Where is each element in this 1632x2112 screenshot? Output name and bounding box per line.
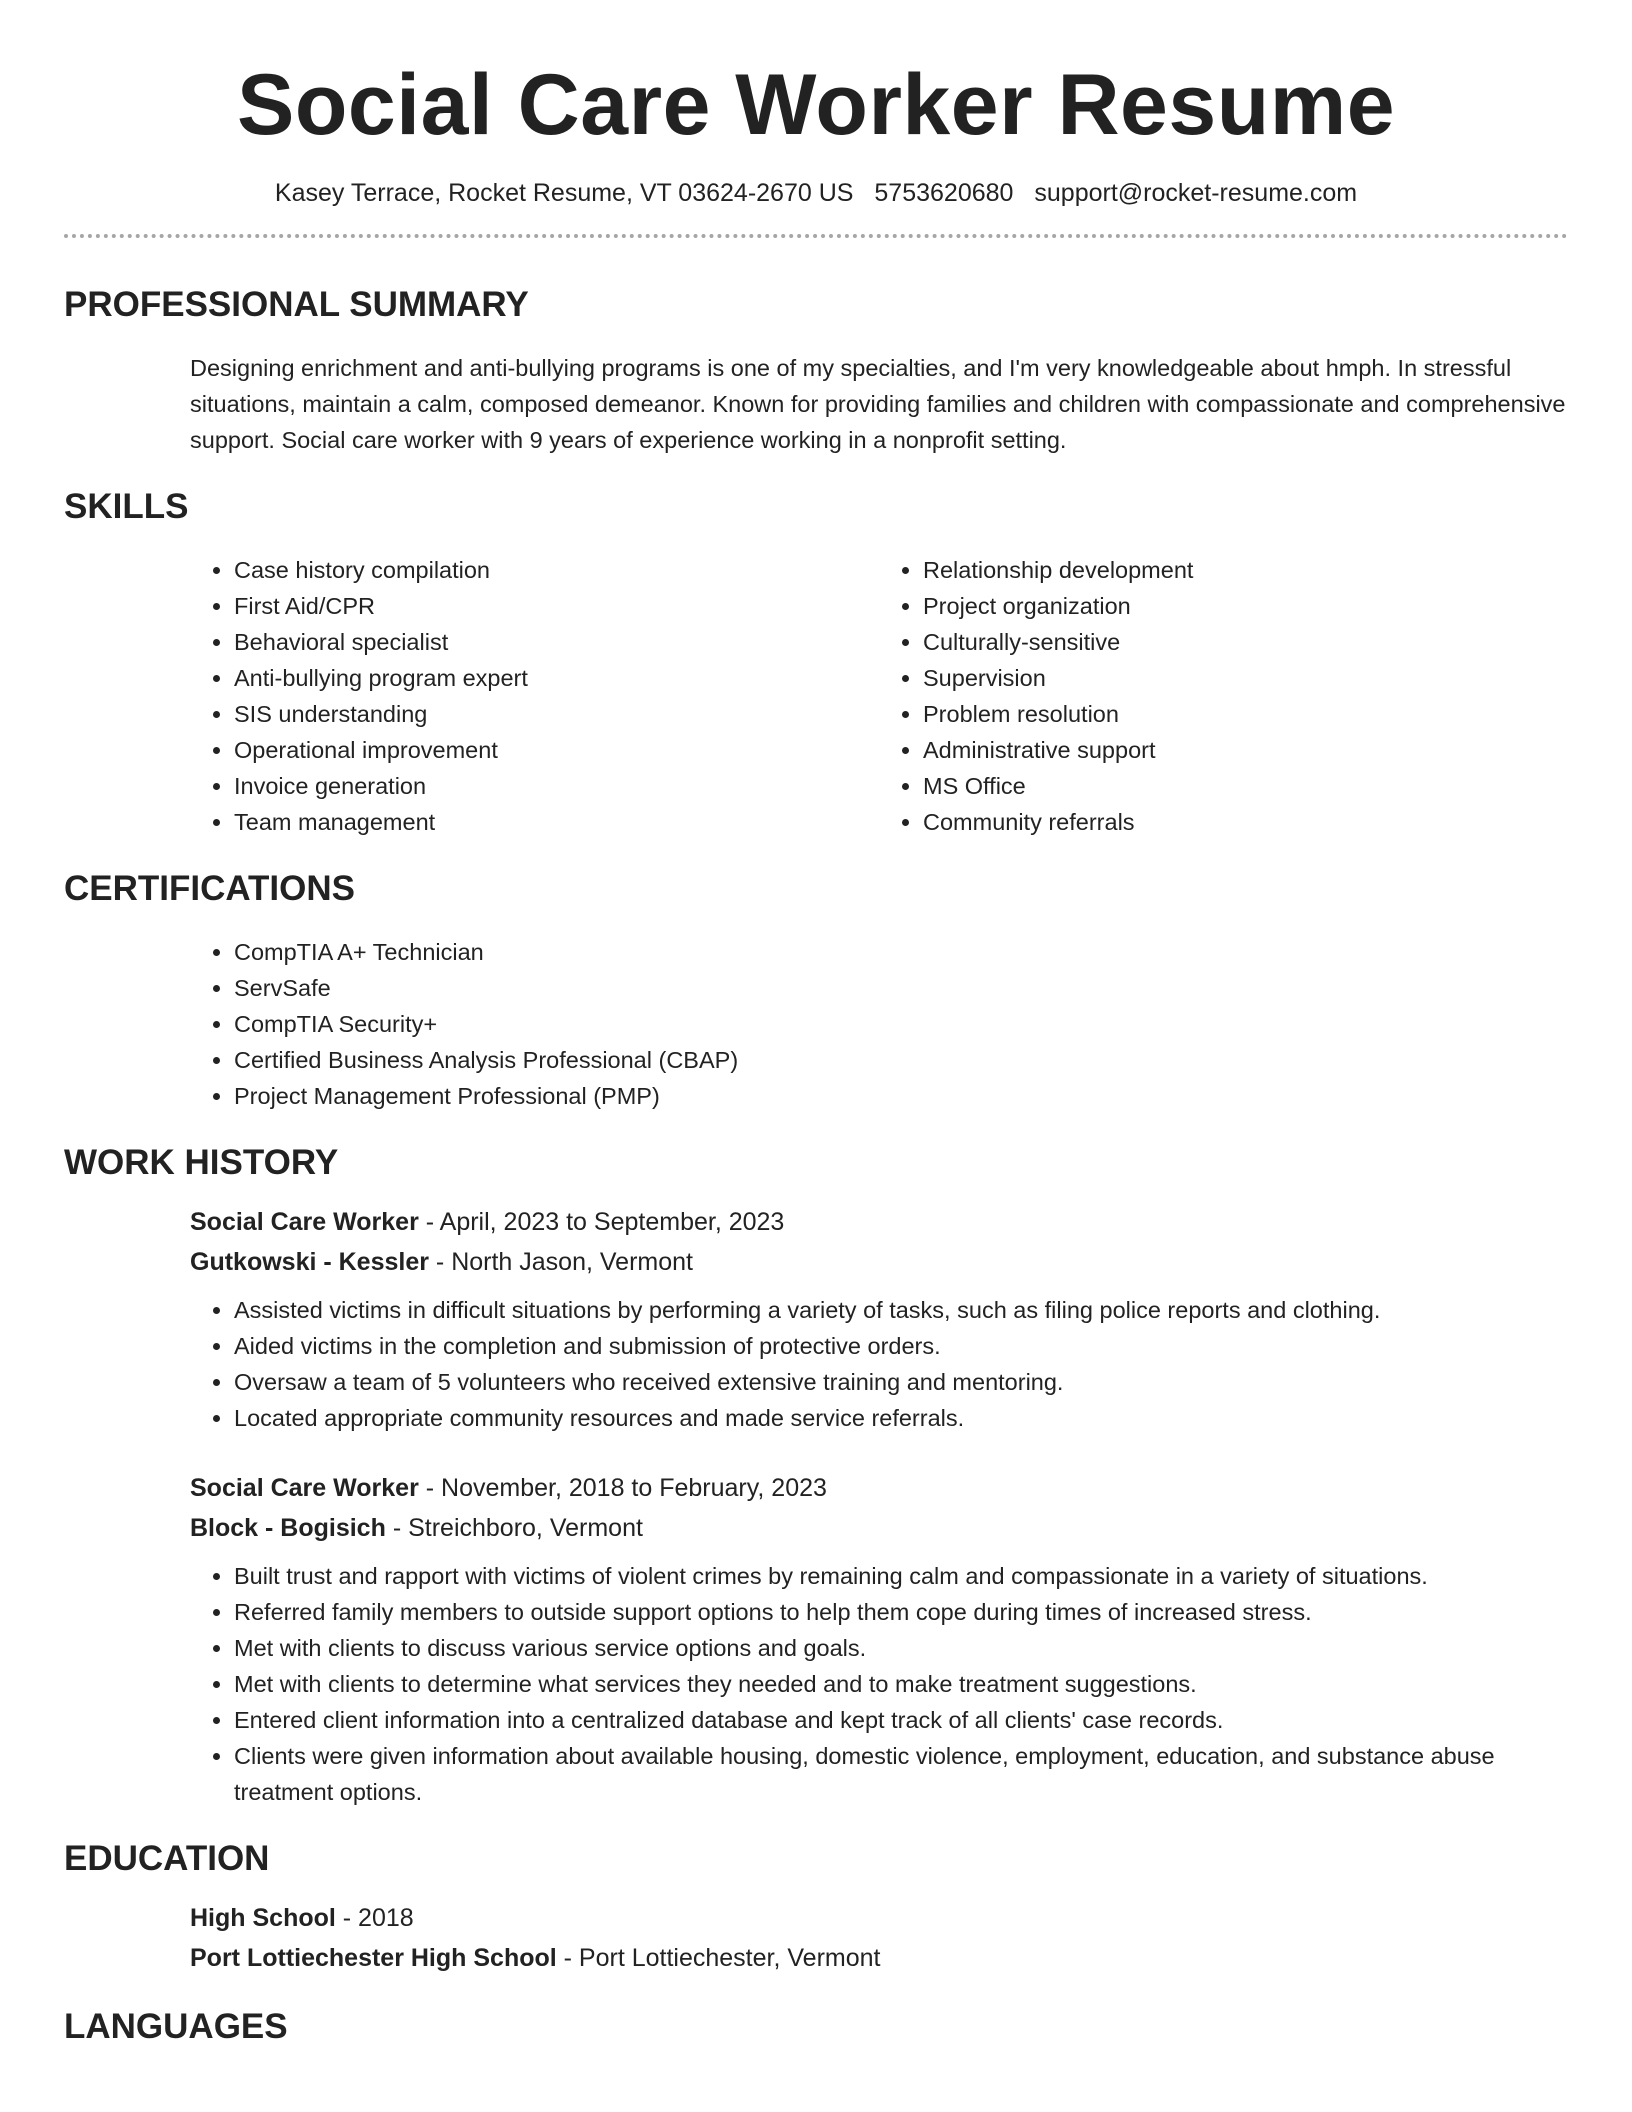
school-name: Port Lottiechester High School (190, 1943, 557, 1972)
page-title: Social Care Worker Resume (236, 57, 1396, 153)
job-entry (190, 1468, 1568, 1810)
education-section (64, 1838, 1568, 1978)
contact-email: support@rocket-resume.com (1034, 178, 1358, 207)
skill-item: • SIS understanding (234, 696, 879, 732)
job-entry (190, 1202, 1568, 1436)
job-duties-list (190, 1292, 1568, 1436)
work-history-heading: WORK HISTORY (64, 1142, 339, 1182)
contact-line (64, 179, 1568, 208)
skill-item: • Project organization (923, 588, 1568, 624)
skills-section (64, 486, 1568, 840)
job-duty: • Located appropriate community resources and made service referrals. (234, 1400, 1568, 1436)
education-entry (190, 1898, 1568, 1978)
contact-phone: 5753620680 (874, 178, 1014, 207)
skill-item: • Administrative support (923, 732, 1568, 768)
summary-section (64, 284, 1568, 458)
degree-line (190, 1898, 1568, 1938)
languages-heading: LANGUAGES (64, 2006, 288, 2046)
job-location: - Streichboro, Vermont (385, 1513, 643, 1542)
skill-item: • MS Office (923, 768, 1568, 804)
contact-address: Kasey Terrace, Rocket Resume, VT 03624-2670 US (274, 178, 854, 207)
job-duty: • Built trust and rapport with victims of violent crimes by remaining calm and compassionate in a variety of situations. (234, 1558, 1568, 1594)
job-duties-list (190, 1558, 1568, 1810)
degree: High School (190, 1903, 336, 1932)
job-duty: • Aided victims in the completion and submission of protective orders. (234, 1328, 1568, 1364)
job-duty: • Oversaw a team of 5 volunteers who received extensive training and mentoring. (234, 1364, 1568, 1400)
skill-item: • Team management (234, 804, 879, 840)
school-line (190, 1938, 1568, 1978)
job-duty: • Referred family members to outside support options to help them cope during times of increased stress. (234, 1594, 1568, 1630)
job-duty: • Entered client information into a centralized database and kept track of all clients' case records. (234, 1702, 1568, 1738)
skill-item: • Problem resolution (923, 696, 1568, 732)
job-duty: • Met with clients to discuss various service options and goals. (234, 1630, 1568, 1666)
skill-item: • Relationship development (923, 552, 1568, 588)
skills-heading: SKILLS (64, 486, 189, 526)
skills-list-right (879, 552, 1568, 840)
certification-item: • CompTIA A+ Technician (234, 934, 1568, 970)
skill-item: • Behavioral specialist (234, 624, 879, 660)
job-title-line (190, 1468, 1568, 1508)
job-title-line (190, 1202, 1568, 1242)
certification-item: • CompTIA Security+ (234, 1006, 1568, 1042)
job-title: Social Care Worker (190, 1207, 419, 1236)
header-divider (64, 234, 1568, 238)
work-history-section (64, 1142, 1568, 1810)
job-dates: - April, 2023 to September, 2023 (418, 1207, 785, 1236)
education-heading: EDUCATION (64, 1838, 270, 1878)
certification-item: • ServSafe (234, 970, 1568, 1006)
skill-item: • First Aid/CPR (234, 588, 879, 624)
skill-item: • Invoice generation (234, 768, 879, 804)
school-location: - Port Lottiechester, Vermont (556, 1943, 881, 1972)
job-duty: • Assisted victims in difficult situations by performing a variety of tasks, such as filing police reports and clothing. (234, 1292, 1568, 1328)
summary-text: Designing enrichment and anti-bullying programs is one of my specialties, and I'm very knowledgeable about hmph. In stressful situations, maintain a calm, composed demeanor. Known for providing families and children with compassionate and comprehensive support. Social care worker with 9 years of experience working in a nonprofit setting. (190, 354, 1566, 453)
skill-item: • Operational improvement (234, 732, 879, 768)
job-title: Social Care Worker (190, 1473, 419, 1502)
skills-list-left (190, 552, 879, 840)
job-company-line (190, 1508, 1568, 1548)
certifications-list (190, 934, 1568, 1114)
certification-item: • Project Management Professional (PMP) (234, 1078, 1568, 1114)
job-dates: - November, 2018 to February, 2023 (418, 1473, 827, 1502)
skills-grid (190, 552, 1568, 840)
job-duty: • Met with clients to determine what services they needed and to make treatment suggestions. (234, 1666, 1568, 1702)
skill-item: • Community referrals (923, 804, 1568, 840)
certifications-heading: CERTIFICATIONS (64, 868, 356, 908)
skill-item: • Case history compilation (234, 552, 879, 588)
certifications-section (64, 868, 1568, 1114)
skill-item: • Anti-bullying program expert (234, 660, 879, 696)
certification-item: • Certified Business Analysis Professional (CBAP) (234, 1042, 1568, 1078)
job-company: Block - Bogisich (190, 1513, 386, 1542)
degree-year: - 2018 (335, 1903, 414, 1932)
skill-item: • Supervision (923, 660, 1568, 696)
certifications-block (190, 934, 1568, 1114)
job-location: - North Jason, Vermont (428, 1247, 693, 1276)
skill-item: • Culturally-sensitive (923, 624, 1568, 660)
job-duty: • Clients were given information about available housing, domestic violence, employment, education, and substance abuse treatment options. (234, 1738, 1568, 1810)
summary-heading: PROFESSIONAL SUMMARY (64, 284, 529, 324)
job-company-line (190, 1242, 1568, 1282)
job-company: Gutkowski - Kessler (190, 1247, 429, 1276)
languages-section (64, 2006, 1568, 2048)
